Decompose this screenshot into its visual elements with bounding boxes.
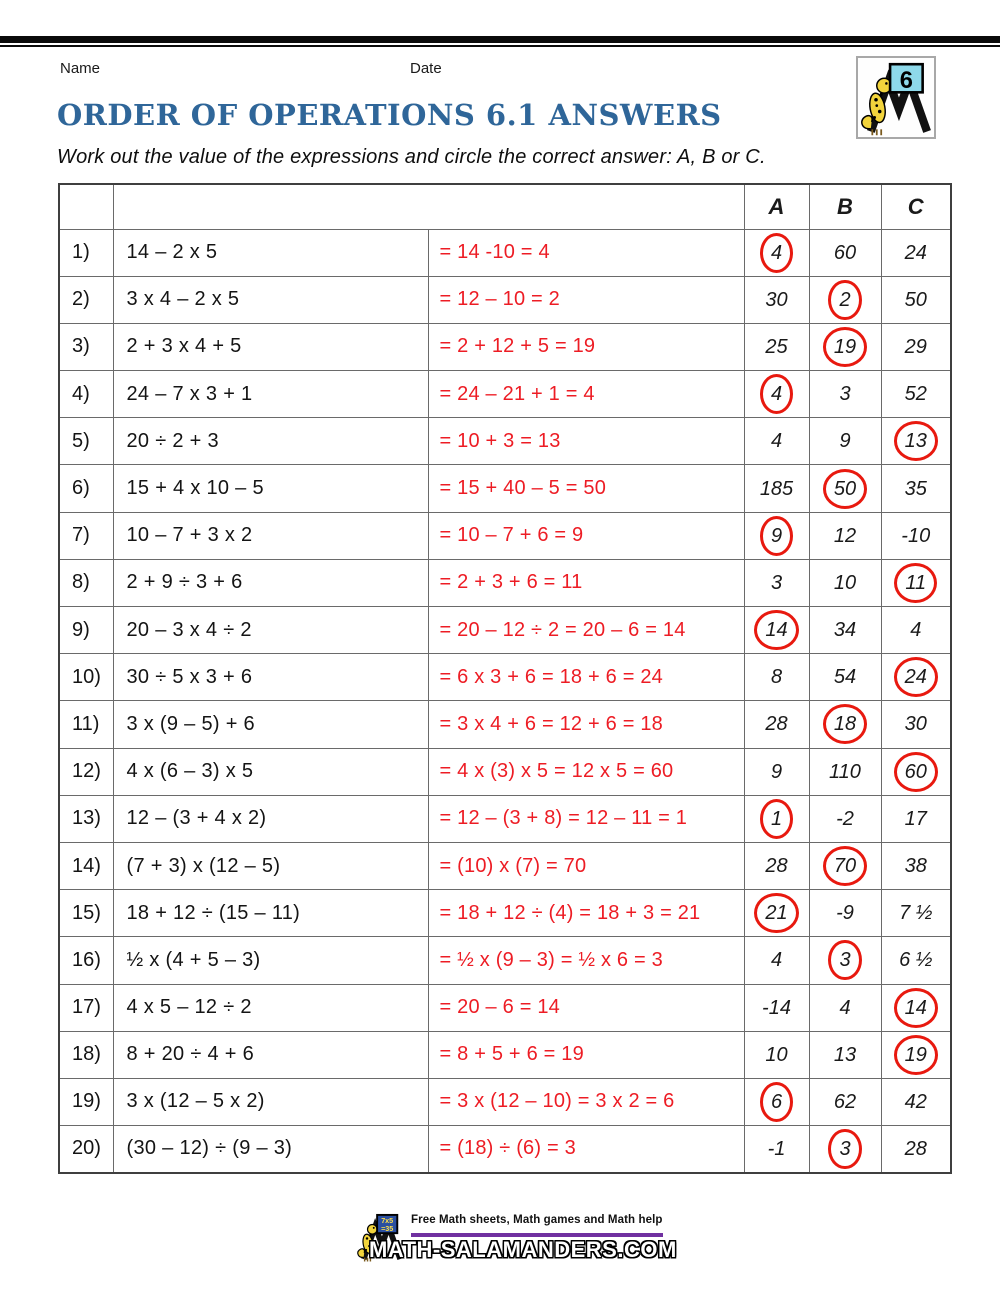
table-row	[59, 323, 951, 370]
question-number: 9)	[59, 607, 113, 654]
answer-a: 25	[744, 323, 809, 370]
answer-a: 30	[744, 276, 809, 323]
working: = 3 x (12 – 10) = 3 x 2 = 6	[428, 1078, 744, 1125]
working: = 2 + 3 + 6 = 11	[428, 559, 744, 606]
question-number: 13)	[59, 795, 113, 842]
table-row	[59, 559, 951, 606]
question-number: 15)	[59, 890, 113, 937]
table-row	[59, 984, 951, 1031]
answer-c: 6 ½	[881, 937, 951, 984]
table-row	[59, 1031, 951, 1078]
top-rule-thin	[0, 45, 1000, 47]
working: = 8 + 5 + 6 = 19	[428, 1031, 744, 1078]
question-number: 5)	[59, 418, 113, 465]
table-row	[59, 229, 951, 276]
table-row	[59, 1126, 951, 1173]
question-number: 2)	[59, 276, 113, 323]
question-number: 14)	[59, 842, 113, 889]
col-a-header: A	[744, 184, 809, 229]
expression: 8 + 20 ÷ 4 + 6	[113, 1031, 428, 1078]
expression: 2 + 3 x 4 + 5	[113, 323, 428, 370]
expression: 4 x 5 – 12 ÷ 2	[113, 984, 428, 1031]
expression: 3 x 4 – 2 x 5	[113, 276, 428, 323]
question-number: 20)	[59, 1126, 113, 1173]
answer-b: 9	[809, 418, 881, 465]
answer-c: 29	[881, 323, 951, 370]
working: = 18 + 12 ÷ (4) = 18 + 3 = 21	[428, 890, 744, 937]
question-number: 7)	[59, 512, 113, 559]
working: = 4 x (3) x 5 = 12 x 5 = 60	[428, 748, 744, 795]
answer-a: 10	[744, 1031, 809, 1078]
expression: 20 ÷ 2 + 3	[113, 418, 428, 465]
salamander-easel-icon	[859, 59, 933, 136]
answer-c: 28	[881, 1126, 951, 1173]
working: = 2 + 12 + 5 = 19	[428, 323, 744, 370]
question-number: 1)	[59, 229, 113, 276]
expression: (7 + 3) x (12 – 5)	[113, 842, 428, 889]
answer-c: -10	[881, 512, 951, 559]
page-title: ORDER OF OPERATIONS 6.1 ANSWERS	[57, 98, 722, 132]
table-row	[59, 607, 951, 654]
answer-c: 17	[881, 795, 951, 842]
table-row	[59, 276, 951, 323]
answer-a: 28	[744, 701, 809, 748]
table-row	[59, 654, 951, 701]
answer-c: 52	[881, 371, 951, 418]
answer-b: 4	[809, 984, 881, 1031]
answer-a: 14	[744, 607, 809, 654]
working: = 24 – 21 + 1 = 4	[428, 371, 744, 418]
working: = 12 – 10 = 2	[428, 276, 744, 323]
working: = 3 x 4 + 6 = 12 + 6 = 18	[428, 701, 744, 748]
table-row	[59, 701, 951, 748]
table-row	[59, 890, 951, 937]
answer-a: 6	[744, 1078, 809, 1125]
question-number: 3)	[59, 323, 113, 370]
answer-c: 35	[881, 465, 951, 512]
expression: 4 x (6 – 3) x 5	[113, 748, 428, 795]
footer-wordmark: MATH-SALAMANDERS.COM	[369, 1237, 677, 1262]
table-row	[59, 1078, 951, 1125]
working: = 12 – (3 + 8) = 12 – 11 = 1	[428, 795, 744, 842]
question-number: 4)	[59, 371, 113, 418]
col-expression-header	[113, 184, 744, 229]
answer-c: 38	[881, 842, 951, 889]
answer-c: 11	[881, 559, 951, 606]
question-number: 18)	[59, 1031, 113, 1078]
answer-b: 13	[809, 1031, 881, 1078]
answer-c: 4	[881, 607, 951, 654]
expression: 3 x (12 – 5 x 2)	[113, 1078, 428, 1125]
answer-c: 24	[881, 229, 951, 276]
answer-b: 3	[809, 937, 881, 984]
answer-a: -14	[744, 984, 809, 1031]
question-number: 6)	[59, 465, 113, 512]
working: = 15 + 40 – 5 = 50	[428, 465, 744, 512]
expression: 12 – (3 + 4 x 2)	[113, 795, 428, 842]
footer-board-line1: 7x5	[381, 1216, 394, 1226]
answer-b: 60	[809, 229, 881, 276]
answer-a: -1	[744, 1126, 809, 1173]
answers-table	[58, 183, 952, 1174]
header-row	[59, 184, 951, 229]
answer-c: 24	[881, 654, 951, 701]
table-row	[59, 937, 951, 984]
answer-c: 14	[881, 984, 951, 1031]
question-number: 11)	[59, 701, 113, 748]
logo-badge-number: 6	[899, 67, 913, 94]
working: = 14 -10 = 4	[428, 229, 744, 276]
footer-purple-rule	[411, 1233, 663, 1237]
answer-b: 10	[809, 559, 881, 606]
answer-b: 3	[809, 1126, 881, 1173]
table-row	[59, 371, 951, 418]
table-row	[59, 748, 951, 795]
expression: 15 + 4 x 10 – 5	[113, 465, 428, 512]
answer-a: 4	[744, 371, 809, 418]
answer-a: 4	[744, 418, 809, 465]
answer-c: 42	[881, 1078, 951, 1125]
answer-b: 34	[809, 607, 881, 654]
working: = 6 x 3 + 6 = 18 + 6 = 24	[428, 654, 744, 701]
working: = 10 + 3 = 13	[428, 418, 744, 465]
answer-b: 70	[809, 842, 881, 889]
answer-c: 13	[881, 418, 951, 465]
answer-b: 54	[809, 654, 881, 701]
answer-c: 60	[881, 748, 951, 795]
working: = 10 – 7 + 6 = 9	[428, 512, 744, 559]
answer-a: 3	[744, 559, 809, 606]
question-number: 17)	[59, 984, 113, 1031]
question-number: 16)	[59, 937, 113, 984]
answer-c: 19	[881, 1031, 951, 1078]
answer-c: 30	[881, 701, 951, 748]
working: = ½ x (9 – 3) = ½ x 6 = 3	[428, 937, 744, 984]
expression: 3 x (9 – 5) + 6	[113, 701, 428, 748]
answer-a: 185	[744, 465, 809, 512]
answer-b: -2	[809, 795, 881, 842]
question-number: 12)	[59, 748, 113, 795]
answer-b: -9	[809, 890, 881, 937]
header-logo	[856, 56, 936, 139]
table-row	[59, 512, 951, 559]
answer-b: 19	[809, 323, 881, 370]
date-label: Date	[410, 60, 442, 77]
question-number: 10)	[59, 654, 113, 701]
expression: 2 + 9 ÷ 3 + 6	[113, 559, 428, 606]
top-rule	[0, 36, 1000, 43]
footer-board-line2: =35	[381, 1223, 394, 1233]
expression: 30 ÷ 5 x 3 + 6	[113, 654, 428, 701]
table-row	[59, 465, 951, 512]
col-c-header: C	[881, 184, 951, 229]
answer-a: 21	[744, 890, 809, 937]
question-number: 8)	[59, 559, 113, 606]
answer-a: 28	[744, 842, 809, 889]
expression: 20 – 3 x 4 ÷ 2	[113, 607, 428, 654]
answer-b: 18	[809, 701, 881, 748]
answer-c: 50	[881, 276, 951, 323]
col-b-header: B	[809, 184, 881, 229]
expression: 18 + 12 ÷ (15 – 11)	[113, 890, 428, 937]
working: = 20 – 12 ÷ 2 = 20 – 6 = 14	[428, 607, 744, 654]
expression: ½ x (4 + 5 – 3)	[113, 937, 428, 984]
answer-a: 9	[744, 748, 809, 795]
expression: 10 – 7 + 3 x 2	[113, 512, 428, 559]
answer-a: 8	[744, 654, 809, 701]
table-row	[59, 418, 951, 465]
answer-a: 1	[744, 795, 809, 842]
answer-b: 50	[809, 465, 881, 512]
question-number: 19)	[59, 1078, 113, 1125]
expression: 14 – 2 x 5	[113, 229, 428, 276]
answer-b: 62	[809, 1078, 881, 1125]
expression: (30 – 12) ÷ (9 – 3)	[113, 1126, 428, 1173]
answer-b: 12	[809, 512, 881, 559]
answer-b: 2	[809, 276, 881, 323]
expression: 24 – 7 x 3 + 1	[113, 371, 428, 418]
working: = (10) x (7) = 70	[428, 842, 744, 889]
working: = 20 – 6 = 14	[428, 984, 744, 1031]
table-row	[59, 842, 951, 889]
working: = (18) ÷ (6) = 3	[428, 1126, 744, 1173]
answer-a: 9	[744, 512, 809, 559]
answer-a: 4	[744, 937, 809, 984]
col-number-header	[59, 184, 113, 229]
table-row	[59, 795, 951, 842]
answer-c: 7 ½	[881, 890, 951, 937]
instruction-text: Work out the value of the expressions and circle the correct answer: A, B or C.	[57, 146, 766, 168]
answer-b: 3	[809, 371, 881, 418]
footer-tagline: Free Math sheets, Math games and Math help	[411, 1214, 663, 1226]
answer-b: 110	[809, 748, 881, 795]
answer-a: 4	[744, 229, 809, 276]
footer	[356, 1208, 686, 1276]
name-label: Name	[60, 60, 101, 77]
